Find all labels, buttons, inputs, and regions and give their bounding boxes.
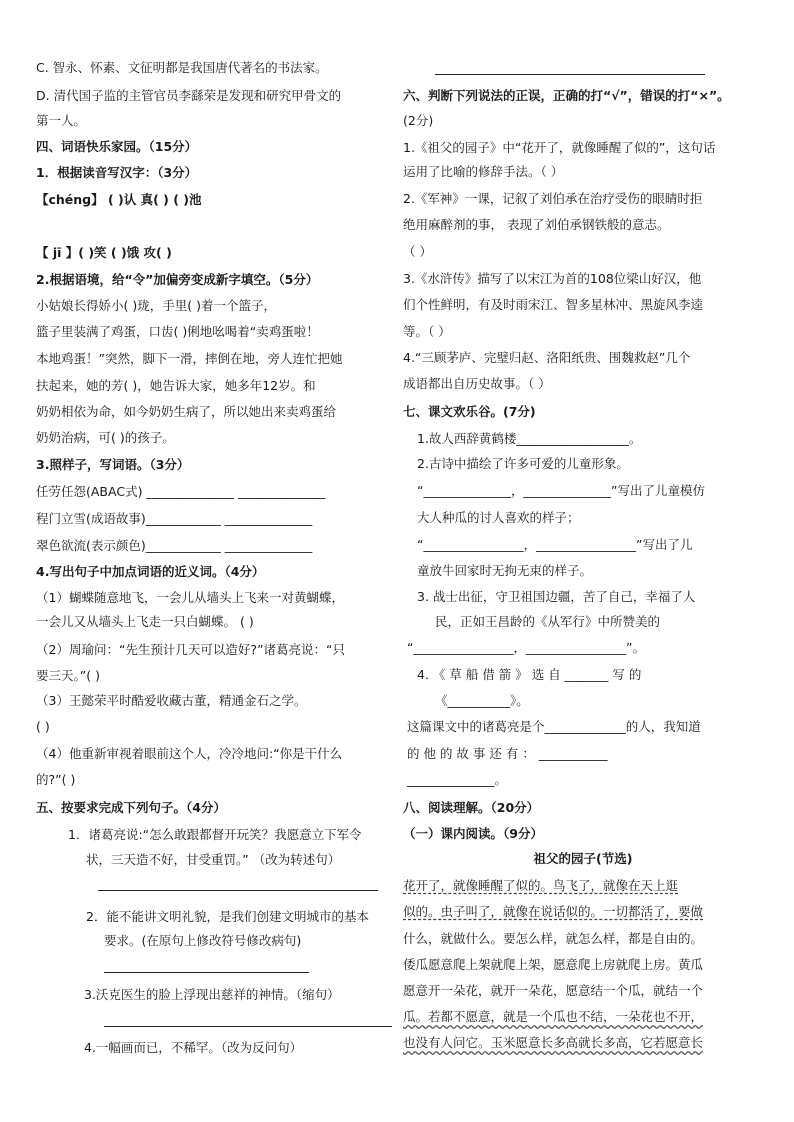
q3-row-2: 程门立雪(成语故事)____________ ______________ — [36, 511, 313, 526]
section-7-title: 七、课文欢乐谷。(7分) — [403, 404, 536, 419]
q4-3-line-2: ( ) — [36, 719, 50, 734]
passage-line-6: 瓜。若都不愿意，就是一个瓜也不结，一朵花也不开， — [403, 1009, 704, 1024]
option-d-cont: 第一人。 — [36, 113, 87, 128]
passage-line-5: 愿意开一朵花，就开一朵花，愿意结一个瓜，就结一个 — [403, 983, 704, 998]
s7-q4-line-1: 4. 《 草 船 借 箭 》 选 自 _______ 写 的 — [417, 667, 642, 682]
s7-q3-line-2: 民，正如王昌龄的《从军行》中所赞美的 — [435, 614, 661, 629]
q4-4-line-1: （4）他重新审视着眼前这个人，冷冷地问:“你是干什么 — [36, 746, 343, 761]
s6-q1-line-2: 运用了比喻的修辞手法。（ ） — [403, 164, 564, 179]
passage-line-1: 花开了，就像睡醒了似的。鸟飞了，就像在天上逛 — [403, 878, 679, 893]
s5-q4: 4.一幅画而已，不稀罕。（改为反问句） — [84, 1040, 303, 1055]
q2-line-1: 小姑娘长得娇小( )珑，手里( )着一个篮子， — [36, 298, 276, 313]
s7-q2: 2.古诗中描绘了许多可爱的儿童形象。 — [417, 456, 629, 471]
s6-q3-line-1: 3.《水浒传》描写了以宋江为首的108位梁山好汉，他 — [403, 271, 702, 286]
s6-q3-line-2: 们个性鲜明，有及时雨宋江、智多星林冲、黑旋风李逵 — [403, 297, 704, 312]
q4-1-line-1: （1）蝴蝶随意地飞，一会儿从墙头上飞来一对黄蝴蝶， — [36, 590, 344, 605]
passage-line-7: 也没有人问它。玉米愿意长多高就长多高，它若愿意长 — [403, 1035, 704, 1050]
section-8-subtitle: （一）课内阅读。（9分） — [403, 826, 543, 841]
q4-3-line-1: （3）王懿荣平时酷爱收藏古董，精通金石之学。 — [36, 693, 307, 708]
q2-line-6: 奶奶治病，可( )的孩子。 — [36, 430, 175, 445]
s7-q4-line-2: 《__________》。 — [435, 693, 529, 708]
option-c: C. 智永、怀素、文征明都是我国唐代著名的书法家。 — [36, 60, 328, 75]
passage-line-2: 似的。虫子叫了，就像在说话似的。一切都活了，要做 — [403, 904, 704, 919]
s5-q1-line-1: 1．诸葛亮说:“怎么敢跟都督开玩笑？我愿意立下军令 — [68, 827, 362, 842]
q1-title: 1．根据读音写汉字：（3分） — [36, 165, 198, 180]
s6-q4-line-2: 成语都出自历史故事。（ ） — [403, 376, 551, 391]
q3-title: 3.照样子，写词语。（3分） — [36, 457, 190, 472]
s5-q1-answer-line[interactable] — [98, 890, 378, 891]
section-6-score: (2分) — [403, 113, 434, 128]
s7-q3-line-1: 3. 战士出征，守卫祖国边疆，苦了自己，幸福了人 — [417, 589, 696, 604]
passage-line-3: 什么，就做什么。要怎么样，就怎么样，都是自由的。 — [403, 931, 704, 946]
passage-title: 祖父的园子(节选) — [533, 851, 633, 866]
s5-q3-answer-line[interactable] — [104, 1026, 392, 1027]
s7-q2-blank-1: “______________，______________”写出了儿童模仿 — [417, 483, 705, 498]
section-5-title: 五、按要求完成下列句子。（4分） — [36, 800, 226, 815]
section-4-title: 四、词语快乐家园。（15分） — [36, 139, 198, 154]
q4-title: 4.写出句子中加点词语的近义词。（4分） — [36, 564, 265, 579]
s5-q2-line-2: 要求。(在原句上修改符号修改病句) — [104, 933, 302, 948]
s7-q2-text-1: 大人种瓜的讨人喜欢的样子； — [417, 510, 580, 525]
s7-q4-line-4: 的 他 的 故 事 还 有 ： ___________ — [407, 746, 608, 761]
q1-row-cheng: 【chénɡ】 ( )认 真( ) ( )池 — [36, 192, 202, 207]
top-answer-line[interactable] — [435, 74, 705, 75]
s7-q4-line-3: 这篇课文中的诸葛亮是个_____________的人，我知道 — [407, 719, 701, 734]
q4-4-line-2: 的?”( ) — [36, 772, 76, 787]
s7-q1: 1.故人西辞黄鹤楼__________________。 — [417, 431, 642, 446]
s6-q1-line-1: 1.《祖父的园子》中“花开了，就像睡醒了似的”，这句话 — [403, 140, 716, 155]
q4-2-line-2: 要三天。”( ) — [36, 668, 100, 683]
section-8-title: 八、阅读理解。（20分） — [403, 800, 540, 815]
q2-line-5: 奶奶相依为命，如今奶奶生病了，所以她出来卖鸡蛋给 — [36, 404, 337, 419]
q1-row-ji: 【 jī 】( )笑 ( )饿 攻( ) — [36, 245, 172, 260]
q4-1-line-2: 一会儿又从墙头上飞走一只白蝴蝶。 ( ) — [36, 614, 254, 629]
section-6-title: 六、判断下列说法的正误，正确的打“√”，错误的打“×”。 — [403, 88, 730, 103]
option-d: D. 清代国子监的主管官员李繇荣是发现和研究甲骨文的 — [36, 88, 342, 103]
q2-line-2: 篮子里装满了鸡蛋，口齿( )俐地吆喝着“卖鸡蛋啦！ — [36, 324, 319, 339]
passage-line-4: 倭瓜愿意爬上架就爬上架，愿意爬上房就爬上房。黄瓜 — [403, 957, 704, 972]
s5-q3: 3.沃克医生的脸上浮现出慈祥的神情。（缩句） — [84, 987, 340, 1002]
s5-q1-line-2: 状，三天造不好，甘受重罚。” （改为转述句） — [86, 852, 341, 867]
s6-q3-line-3: 等。（ ） — [403, 324, 451, 339]
s7-q4-line-5: ______________。 — [407, 772, 508, 787]
s5-q2-answer-line[interactable] — [104, 972, 309, 973]
s6-q2-line-1: 2.《军神》一课，记叙了刘伯承在治疗受伤的眼睛时拒 — [403, 191, 703, 206]
s7-q2-blank-2: “________________，________________”写出了儿 — [417, 537, 693, 552]
q2-line-4: 扶起来，她的芳( )，她告诉大家，她多年12岁。和 — [36, 378, 316, 393]
s5-q2-line-1: 2．能不能讲文明礼貌，是我们创建文明城市的基本 — [86, 909, 369, 924]
q3-row-3: 翠色欲流(表示颜色)____________ ______________ — [36, 538, 313, 553]
s6-q2-line-2: 绝用麻醉剂的事， 表现了刘伯承钢铁般的意志。 — [403, 217, 670, 232]
s7-q3-blanks: “________________，________________”。 — [407, 640, 645, 655]
s7-q2-text-2: 童放牛回家时无拘无束的样子。 — [417, 563, 593, 578]
q3-row-1: 任劳任怨(ABAC式) ______________ ______________ — [36, 484, 326, 499]
s6-q4-line-1: 4.“三顾茅庐、完璧归赵、洛阳纸贵、围魏救赵”几个 — [403, 350, 691, 365]
q2-line-3: 本地鸡蛋！”突然，脚下一滑，摔倒在地，旁人连忙把她 — [36, 351, 343, 366]
q2-title: 2.根据语境，给“令”加偏旁变成新字填空。（5分） — [36, 272, 319, 287]
s6-q2-line-3: （ ） — [403, 244, 432, 259]
q4-2-line-1: （2）周瑜问：“先生预计几天可以造好?”诸葛亮说：“只 — [36, 642, 346, 657]
